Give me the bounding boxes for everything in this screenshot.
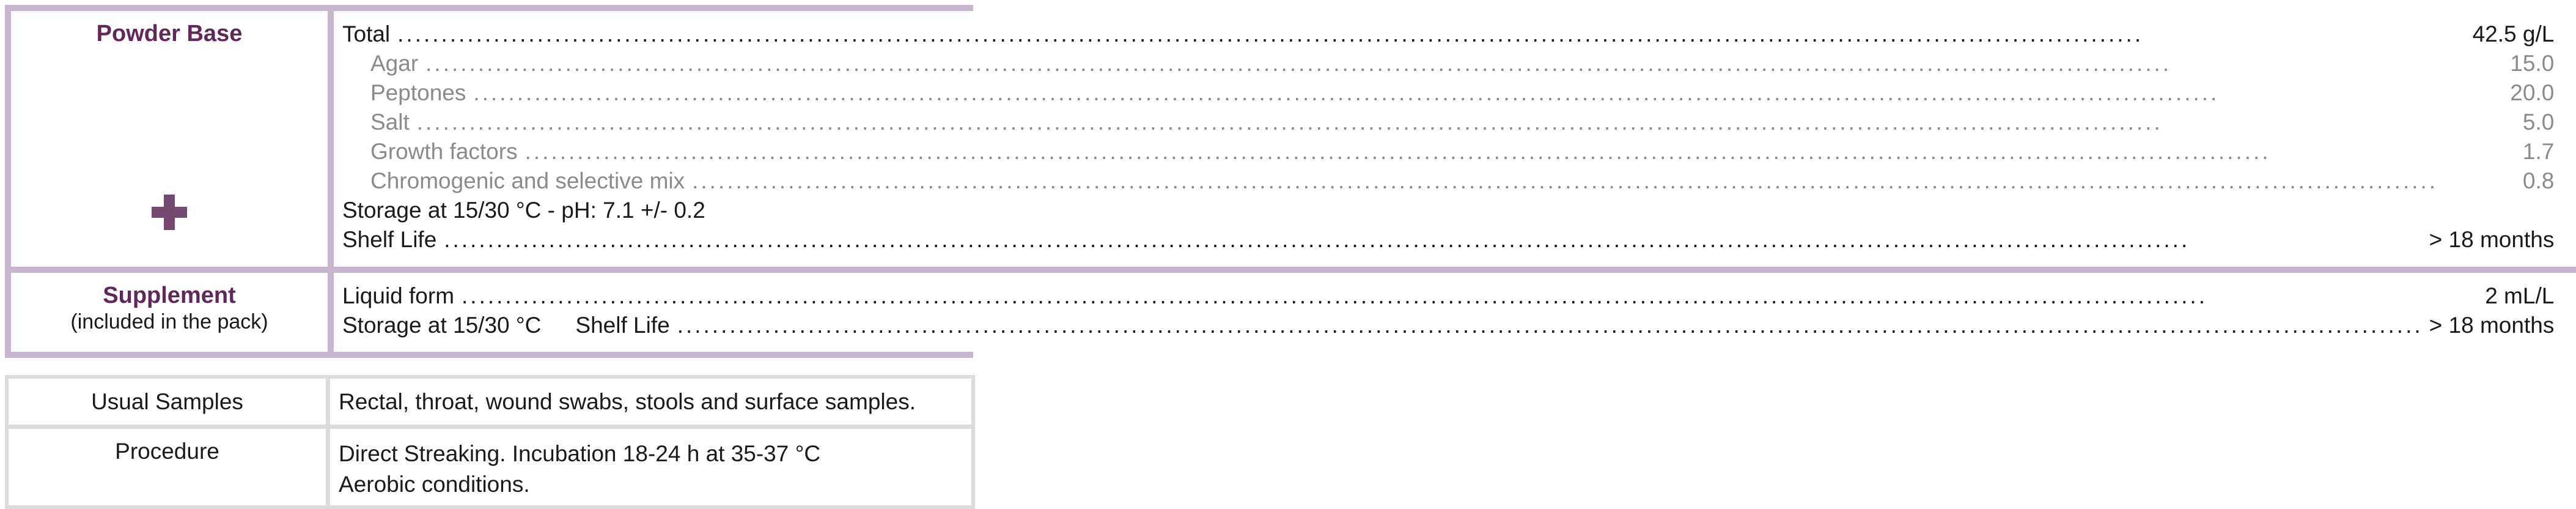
procedure-line2: Aerobic conditions.: [339, 472, 530, 497]
composition-row-total: [342, 20, 2554, 49]
usual-samples-text-cell: [330, 379, 971, 429]
shelf-life-value: > 18 months: [2429, 227, 2555, 252]
row-value: 20.0: [2510, 80, 2555, 105]
procedure-text-cell: [330, 429, 971, 505]
shelf-life-label: Shelf Life: [342, 227, 437, 252]
dotted-leader: [692, 166, 2517, 196]
shelf-life-row: [342, 225, 2554, 254]
row-label: Peptones: [370, 80, 466, 105]
supplement-subtitle: (included in the pack): [70, 310, 268, 333]
storage-ph-line: Storage at 15/30 °C - pH: 7.1 +/- 0.2: [342, 198, 705, 223]
row-value: 1.7: [2522, 139, 2555, 164]
dotted-leader: [677, 311, 2423, 340]
storage-text: Storage at 15/30 °C: [342, 313, 542, 338]
row-label: Salt: [370, 110, 410, 135]
liquid-form-label: Liquid form: [342, 283, 455, 308]
usual-samples-label: Usual Samples: [91, 388, 243, 414]
dotted-leader: [425, 49, 2504, 78]
supplement-storage-row: [342, 311, 2554, 340]
row-value: 0.8: [2522, 168, 2555, 193]
dotted-leader: [444, 225, 2423, 254]
liquid-form-row: [342, 281, 2554, 311]
liquid-form-value: 2 mL/L: [2485, 283, 2555, 308]
composition-row-peptones: [342, 78, 2554, 108]
supplement-cell: [11, 273, 334, 352]
row-label: Total: [342, 21, 391, 46]
composition-row-growth-factors: [342, 137, 2554, 166]
shelf-life-label: Shelf Life: [575, 313, 670, 338]
supplement-details-cell: [334, 273, 2576, 352]
powder-base-title: Powder Base: [96, 21, 243, 46]
row-label: Growth factors: [370, 139, 518, 164]
procedure-label: Procedure: [115, 439, 219, 464]
powder-base-cell: [11, 11, 334, 273]
powder-base-details-cell: [334, 11, 2576, 273]
dotted-leader: [397, 20, 2466, 49]
row-label: Chromogenic and selective mix: [370, 168, 685, 193]
supplement-title: Supplement: [103, 283, 236, 308]
dotted-leader: [417, 108, 2517, 137]
composition-table: [5, 5, 2555, 358]
procedure-label-cell: [9, 429, 330, 505]
composition-row-agar: [342, 49, 2554, 78]
plus-icon: [152, 195, 187, 230]
dotted-leader: [525, 137, 2517, 166]
row-value: 5.0: [2522, 110, 2555, 135]
dotted-leader: [473, 78, 2504, 108]
dotted-leader: [462, 281, 2479, 311]
usual-samples-text: Rectal, throat, wound swabs, stools and surface samples.: [339, 388, 916, 414]
composition-row-salt: [342, 108, 2554, 137]
procedure-line1: Direct Streaking. Incubation 18-24 h at 35-37 °C: [339, 441, 821, 466]
row-value: 42.5 g/L: [2472, 21, 2555, 46]
composition-row-chromogenic-mix: [342, 166, 2554, 196]
shelf-life-value: > 18 months: [2429, 313, 2555, 338]
row-value: 15.0: [2510, 51, 2555, 76]
row-label: Agar: [370, 51, 419, 76]
usual-samples-label-cell: [9, 379, 330, 429]
usage-info-table: [5, 375, 975, 509]
